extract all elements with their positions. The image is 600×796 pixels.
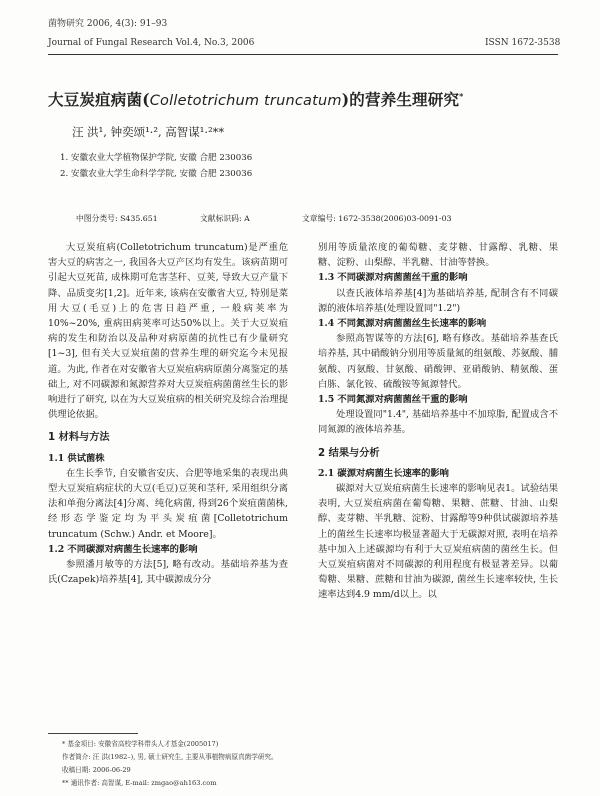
right-column xyxy=(318,240,558,603)
subsection-2-1: 2.1 碳源对病菌生长速率的影响 xyxy=(318,467,449,479)
paragraph-1-3: 以查氏液体培养基[4]为基础培养基, 配制含有不同碳源的液体培养基(处理设置同"1.2") xyxy=(318,287,558,314)
section-heading-results: 2 结果与分析 xyxy=(318,447,380,459)
paragraph-1-2: 参照潘月敏等的方法[5], 略有改动。基础培养基为查氏(Czapek)培养基[4], 其中碳源成分分 xyxy=(48,559,288,586)
paragraph-1-5: 处理设置同"1.4", 基础培养基中不加琼脂, 配置成含不同氮源的液体培养基。 xyxy=(318,409,558,436)
subsection-1-4: 1.4 不同氮源对病菌菌丝生长速率的影响 xyxy=(318,318,487,330)
paper-title: 大豆炭疽病菌(Colletotrichum truncatum)的营养生理研究* xyxy=(48,90,464,109)
document-code: 文献标识码: A xyxy=(200,214,250,223)
subsection-1-2: 1.2 不同碳源对病菌生长速率的影响 xyxy=(48,543,198,555)
issn: ISSN 1672-3538 xyxy=(485,38,561,48)
footnote-funding: * 基金项目: 安徽省高校学科带头人才基金(2005017) xyxy=(62,740,219,748)
journal-header-cn: 菌物研究 2006, 4(3): 91–93 xyxy=(48,19,168,29)
paragraph-1-2-continued: 别用等质量浓度的葡萄糖、麦芽糖、甘露醇、乳糖、果糖、淀粉、山梨醇、半乳糖、甘油等替换。 xyxy=(318,242,558,269)
article-id: 文章编号: 1672-3538(2006)03-0091-03 xyxy=(302,214,452,223)
affiliation-2: 2. 安徽农业大学生命科学学院, 安徽 合肥 230036 xyxy=(60,169,253,179)
clc-number: 中图分类号: S435.651 xyxy=(76,214,158,223)
journal-header-en: Journal of Fungal Research Vol.4, No.3, 2006 xyxy=(48,38,255,48)
title-latin-name: Colletotrichum truncatum xyxy=(149,93,342,109)
footnote-author-bio: 作者简介: 汪 洪(1982–), 男, 硕士研究生, 主要从事植物病原真菌学研究。 xyxy=(62,753,278,761)
subsection-1-3: 1.3 不同碳源对病菌菌丝干重的影响 xyxy=(318,272,468,284)
intro-paragraph: 大豆炭疽病(Colletotrichum truncatum)是严重危害大豆的病害之一, 我国各大豆产区均有发生。该病苗期可引起大豆死苗, 成株期可危害茎秆、豆荚, 导致大豆产量下降、品质变劣[1,2]。近年来, 该病在安徽省大豆, 特别是菜用大豆(毛豆)上的危害日趋严重, 一般病荚率为10%~20%, 重病田病荚率可达50%以上。关于大豆炭疽病的发生和防治以及品种对病原菌的抗性已有少量研究[1~3], 但有关大豆炭疽菌的营养生理的研究迄今未见报道。为此, 作者在对安徽省大豆炭疽病病原菌分离鉴定的基础上, 对不同碳源和氮源营养对大豆炭疽病菌菌丝生长的影响进行了研究, 以在为大豆炭疽病的相关研究及综合治理提供理论依据。 xyxy=(48,242,288,421)
subsection-1-5: 1.5 不同氮源对病菌菌丝干重的影响 xyxy=(318,394,468,406)
paragraph-1-4: 参照高智谋等的方法[6], 略有修改。基础培养基查氏培养基, 其中硝酸钠分别用等质量氮的组氨酸、苏氨酸、脯氨酸、丙氨酸、甘氨酸、硝酸钾、亚硝酸钠、精氨酸、蛋白胨、氯化铵、硫酸铵等氮源替代。 xyxy=(318,333,558,390)
header-rule xyxy=(48,54,558,55)
section-heading-methods: 1 材料与方法 xyxy=(48,432,110,444)
footnote-received-date: 收稿日期: 2006-06-29 xyxy=(62,766,131,774)
subsection-1-1: 1.1 供试菌株 xyxy=(48,452,105,464)
footnote-rule xyxy=(48,733,138,734)
left-column xyxy=(48,240,288,587)
paragraph-2-1: 碳源对大豆炭疽病菌生长速率的影响见表1。试验结果表明, 大豆炭疽病菌在葡萄糖、果糖、蔗糖、甘油、山梨醇、麦芽糖、半乳糖、淀粉、甘露醇等9种供试碳源培养基上的菌丝生长速率均极显著超大于无碳源对照, 表明在培养基中加入上述碳源均有利于大豆炭疽病菌的菌丝生长。但大豆炭疽病菌对不同碳源的利用程度有极显著差异。以葡萄糖、果糖、蔗糖和甘油为碳源, 菌丝生长速率较快, 生长速率达到4.9 mm/d以上。以 xyxy=(318,483,558,601)
paragraph-1-1: 在生长季节, 自安徽省安庆、合肥等地采集的表现出典型大豆炭疽病症状的大豆(毛豆)豆荚和茎秆, 采用组织分离法和单孢分离法[4]分离、纯化病菌, 得到26个炭疽菌菌株, 经形态学鉴定均为平头炭疽菌[Colletotrichum truncatum (Schw.) Andr. et Moore]。 xyxy=(48,467,288,540)
authors: 汪 洪¹, 钟奕颂¹·², 高智谋¹·²** xyxy=(72,125,225,139)
affiliation-1: 1. 安徽农业大学植物保护学院, 安徽 合肥 230036 xyxy=(60,153,253,163)
footnote-corresponding-author: ** 通讯作者: 高智谋, E-mail: zmgao@ah163.com xyxy=(62,779,217,787)
